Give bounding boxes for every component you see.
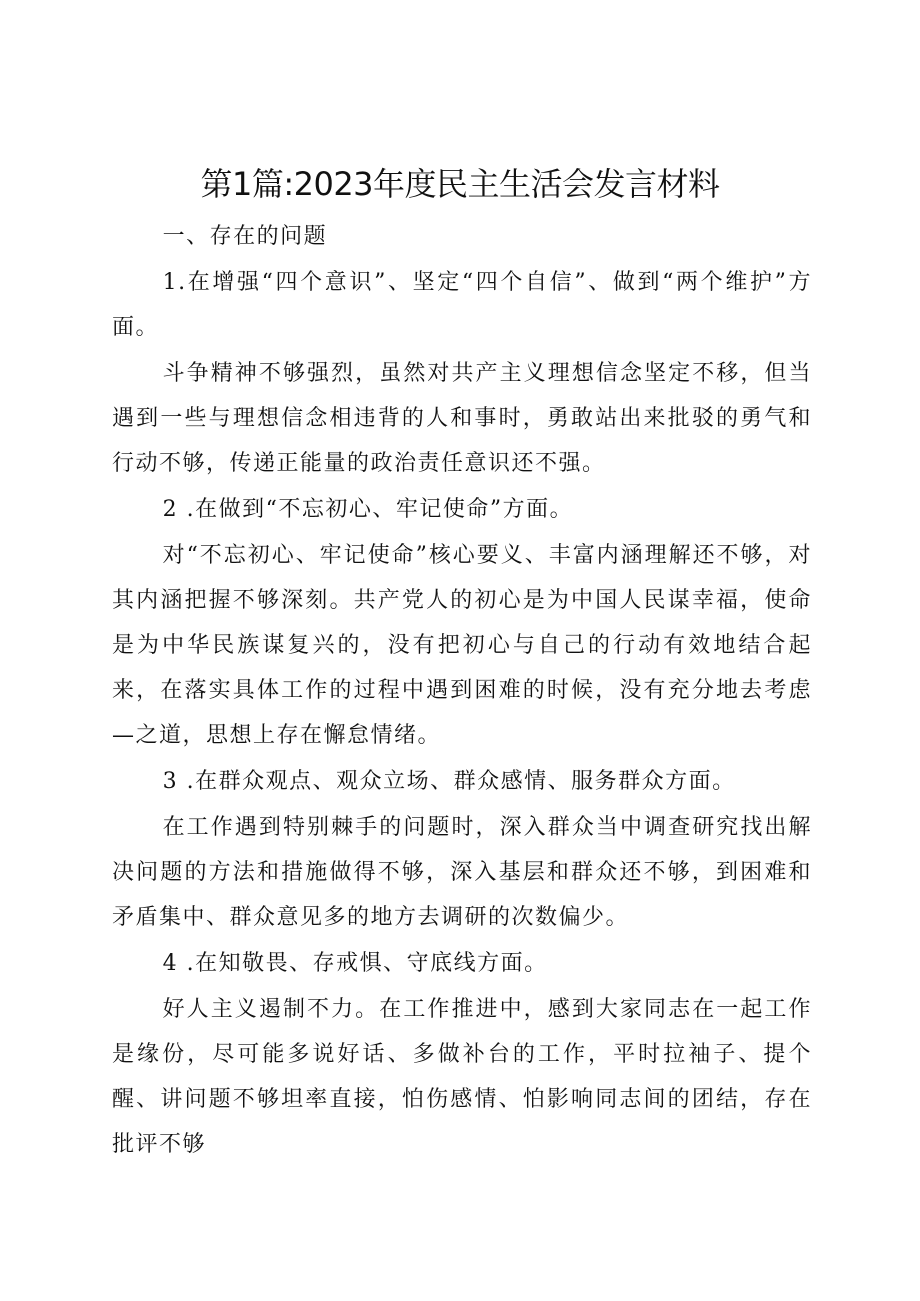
document-body [112, 214, 812, 1168]
subheading-2: 2 .在做到“不忘初心、牢记使命”方面。 [162, 497, 574, 522]
section-heading-problems: 一、存在的问题 [162, 224, 328, 249]
document-title: 第1篇:2023年度民主生活会发言材料 [200, 165, 720, 203]
subheading-1: 1.在增强“四个意识”、坚定“四个自信”、做到“两个维护”方面。 [112, 270, 812, 340]
paragraph-3: 在工作遇到特别棘手的问题时，深入群众当中调查研究找出解决问题的方法和措施做得不够，深入基层和群众还不够，到困难和矛盾集中、群众意见多的地方去调研的次数偏少。 [112, 815, 812, 930]
paragraph-2: 对“不忘初心、牢记使命”核心要义、丰富内涵理解还不够，对其内涵把握不够深刻。共产党人的初心是为中国人民谋幸福，使命是为中华民族谋复兴的，没有把初心与自己的行动有效地结合起来，在落实具体工作的过程中遇到困难的时候，没有充分地去考虑—之道，思想上存在懈怠情绪。 [112, 543, 812, 748]
subheading-4: 4 .在知敬畏、存戒惧、守底线方面。 [162, 951, 548, 976]
paragraph-4: 好人主义遏制不力。在工作推进中，感到大家同志在一起工作是缘份，尽可能多说好话、多做补台的工作，平时拉袖子、提个醒、讲问题不够坦率直接，怕伤感情、怕影响同志间的团结，存在批评不够 [112, 997, 812, 1157]
subheading-3: 3 .在群众观点、观众立场、群众感情、服务群众方面。 [162, 769, 736, 794]
paragraph-1: 斗争精神不够强烈，虽然对共产主义理想信念坚定不移，但当遇到一些与理想信念相违背的人和事时，勇敢站出来批驳的勇气和行动不够，传递正能量的政治责任意识还不强。 [112, 361, 812, 476]
